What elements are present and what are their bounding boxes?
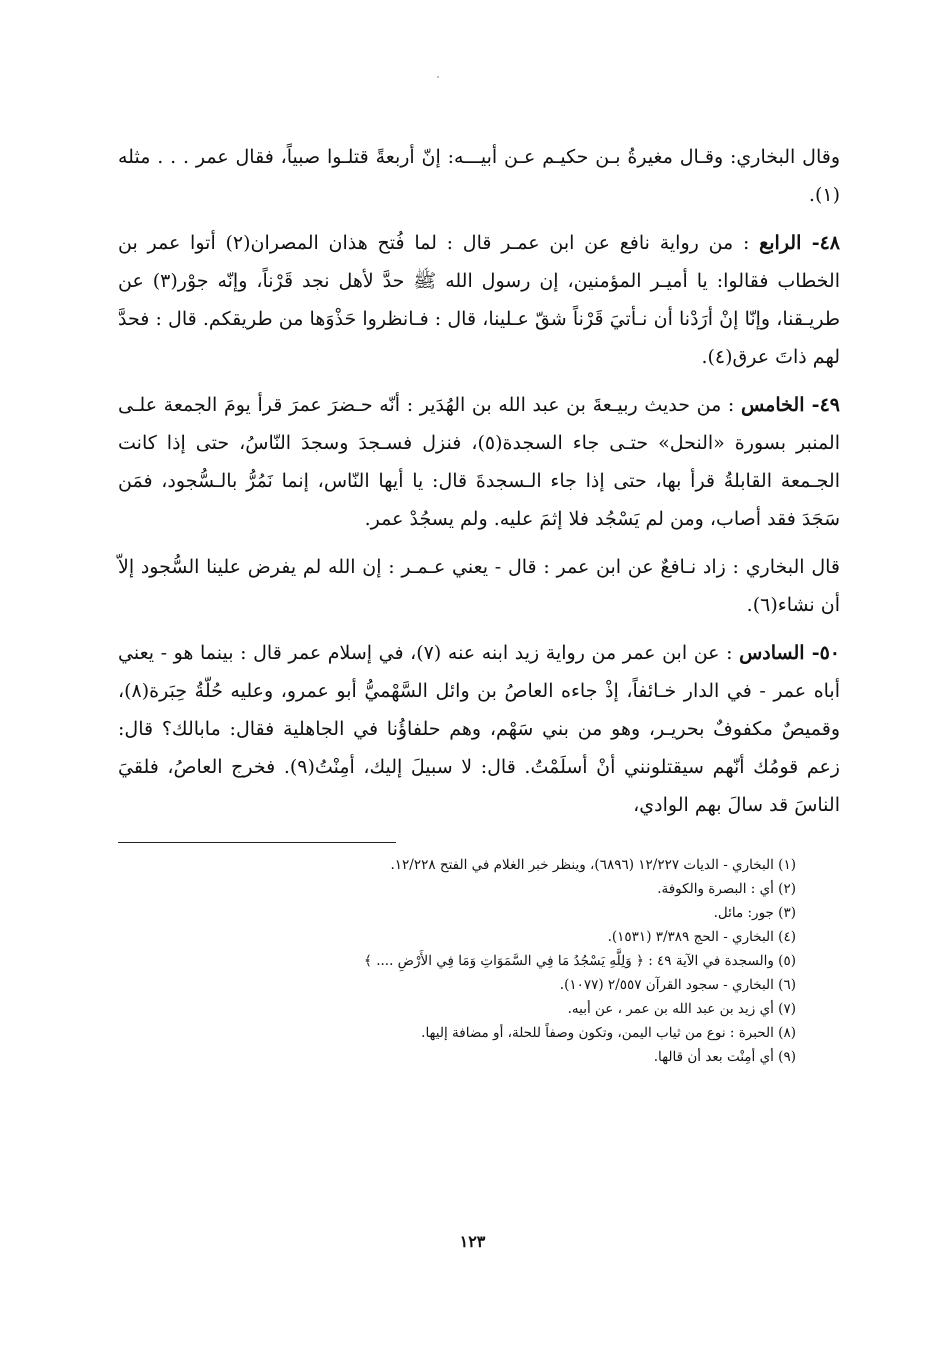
paragraph-bukhari-nafi	[118, 548, 840, 624]
paragraph-50-sixth	[118, 634, 840, 824]
paragraph-text: : عن ابن عمر من رواية زيد ابنه عنه (٧)، في إسلام عمر قال : بينما هو - يعني أباه عمر - في الدار خـائفاً، إذْ جاءه العاصُ بن وائل السَّهْميُّ أبو عمرو، وعليه حُلّةُ حِبَرة(٨)، وقميصٌ مكفوفٌ بحريـر، وهو من بني سَهْم، وهم حلفاؤُنا في الجاهلية فقال: مابالك؟ قال: زعم قومُك أنّهم سيقتلونني أنْ أسلَمْتُ. قال: لا سبيلَ إليك، أمِنْتُ(٩). فخرج العاصُ، فلقيَ الناسَ قد سالَ بهم الوادي،	[118, 642, 840, 816]
paragraph-text: : من حديث ربيـعةَ بن عبد الله بن الهُدَير : أنّه حـضرَ عمرَ قرأ يومَ الجمعة علـى المنبر بسورة «النحل» حتـى جاء السجدة(٥)، فنزل فسـجدَ وسجدَ النّاسُ، حتى إذا كانت الجـمعة القابلةُ قرأ بها، حتى إذا جاء الـسجدةَ قال: يا أيها النّاس، إنما نَمُرُّ بالـسُّجود، فمَن سَجَدَ فقد أصاب، ومن لم يَسْجُد فلا إثمَ عليه. ولم يسجُدْ عمر.	[118, 394, 840, 530]
footnote-8: (٨) الحبرة : نوع من ثياب اليمن، وتكون وصفاً للحلة، أو مضافة إليها.	[421, 1025, 796, 1041]
footnote-1: (١) البخاري - الديات ١٢/٢٢٧ (٦٨٩٦)، وينظر خبر الغلام في الفتح ١٢/٢٢٨.	[390, 857, 796, 873]
paragraph-49-fifth	[118, 386, 840, 538]
footnote-4: (٤) البخاري - الحج ٣/٣٨٩ (١٥٣١).	[607, 929, 796, 945]
footnote-3: (٣) جور: مائل.	[713, 905, 796, 921]
paragraph-text: : من رواية نافع عن ابن عمـر قال : لما فُتح هذان المصران(٢) أتوا عمر بن الخطاب فقالوا: يا أميـر المؤمنين، إن رسول الله ﷺ حدَّ لأهل نجد قَرْناً، وإنّه جوْر(٣) عن طريـقنا، وإنّا إنْ أرَدْنا أن نـأتيَ قَرْناً شقّ عـلينا، قال : فـانظروا حَذْوَها من طريقكم. قال : فحدَّ لهم ذاتَ عرق(٤).	[118, 232, 840, 368]
paragraph-bukhari-mughira	[118, 138, 840, 214]
scan-speck	[437, 76, 439, 78]
footnote-9: (٩) أي أمِنْت بعد أن قالها.	[653, 1049, 796, 1065]
footnote-separator	[118, 842, 396, 843]
paragraph-lead: ٤٩- الخامس	[740, 394, 840, 416]
paragraph-lead: ٤٨- الرابع	[759, 232, 841, 254]
footnote-6: (٦) البخاري - سجود القرآن ٢/٥٥٧ (١٠٧٧).	[559, 977, 796, 993]
page-number: ١٢٣	[459, 1232, 486, 1251]
footnote-2: (٢) أي : البصرة والكوفة.	[657, 881, 796, 897]
page-body	[118, 138, 840, 1338]
footnote-7: (٧) أي زيد بن عبد الله بن عمر ، عن أبيه.	[567, 1001, 796, 1017]
paragraph-text: قال البخاري : زاد نـافعٌ عن ابن عمر : قال - يعني عـمـر : إن الله لم يفرض علينا السُّجود إلاّ أن نشاء(٦).	[118, 556, 840, 616]
paragraph-text: وقال البخاري: وقـال مغيرةُ بـن حكيـم عـن أبيـــه: إنّ أربعةً قتلـوا صبياً، فقال عمر . . . مثله (١).	[118, 146, 840, 206]
paragraph-lead: ٥٠- السادس	[739, 642, 841, 664]
footnote-5: (٥) والسجدة في الآية ٤٩ : ﴿ وَلِلَّهِ يَسْجُدُ مَا فِي السَّمَوَاتِ وَمَا فِي الأَرْضِ .... ﴾	[364, 953, 796, 969]
footnotes-list	[118, 853, 840, 1069]
paragraph-48-fourth	[118, 224, 840, 376]
